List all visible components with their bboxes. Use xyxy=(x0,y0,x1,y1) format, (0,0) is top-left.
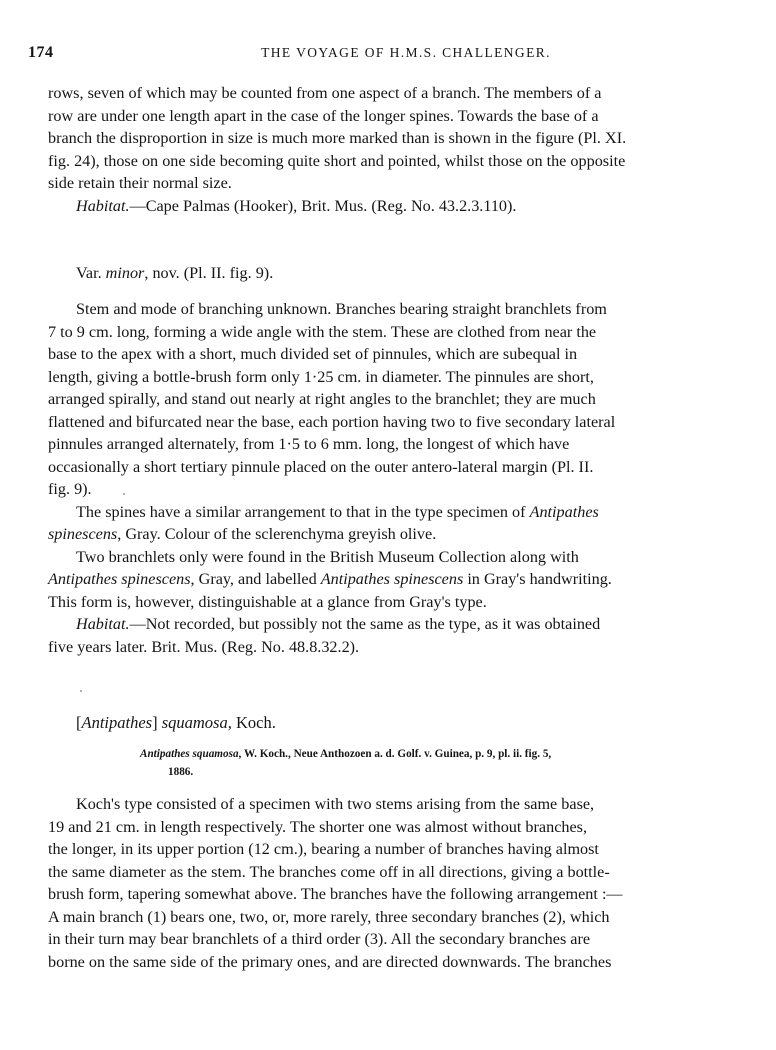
print-speck xyxy=(123,493,125,495)
text-line: The spines have a similar arrangement to that in the type specimen of Antipathes xyxy=(76,502,599,521)
text-line: side retain their normal size. xyxy=(48,174,232,192)
text-line: A main branch (1) bears one, two, or, more rarely, three secondary branches (2), which xyxy=(48,907,610,926)
text-line: spinescens, Gray. Colour of the sclerenchyma greyish olive. xyxy=(48,525,437,543)
text-line: fig. 9). xyxy=(48,480,92,498)
text-line: pinnules arranged alternately, from 1·5 to 6 mm. long, the longest of which have xyxy=(48,435,570,453)
habitat-label: Habitat. xyxy=(76,196,130,215)
text-line: in their turn may bear branchlets of a third order (3). All the secondary branches are xyxy=(48,930,591,948)
paragraph-koch-type xyxy=(48,793,723,973)
epithet-italic: squamosa xyxy=(161,713,228,732)
text-line: borne on the same side of the primary ones, and are directed downwards. The branches xyxy=(48,952,612,971)
text-line: base to the apex with a short, much divided set of pinnules, which are subequal in xyxy=(48,345,578,363)
species-heading: [Antipathes] squamosa, Koch. xyxy=(76,713,276,732)
text-line: the same diameter as the stem. The branches come off in all directions, giving a bottle- xyxy=(48,862,610,881)
text-line: Koch's type consisted of a specimen with two stems arising from the same base, xyxy=(76,795,595,813)
habitat-text: —Cape Palmas (Hooker), Brit. Mus. (Reg. No. 43.2.3.110). xyxy=(129,196,517,215)
habitat-line: Habitat.—Not recorded, but possibly not the same as the type, as it was obtained xyxy=(76,615,601,633)
text-line: row are under one length apart in the case of the longer spines. Towards the base of a xyxy=(48,106,599,125)
page-header xyxy=(28,44,744,68)
text-line: the longer, in its upper portion (12 cm.), bearing a number of branches having almost xyxy=(48,840,599,858)
variety-heading xyxy=(48,262,723,285)
print-speck xyxy=(80,690,82,692)
variety-name: minor xyxy=(105,264,145,282)
paragraph-spines-continued xyxy=(48,82,723,217)
text-line: fig. 24), those on one side becoming quite short and pointed, whilst those on the opposite xyxy=(48,151,626,170)
species-italic: spinescens xyxy=(48,525,118,543)
text-line: arranged spirally, and stand out nearly at right angles to the branchlet; they are much xyxy=(48,390,596,408)
variety-suffix: , nov. (Pl. II. fig. 9). xyxy=(144,264,274,282)
reference-year: 1886. xyxy=(168,766,194,778)
text-line: flattened and bifurcated near the base, each portion having two to five secondary lateral xyxy=(48,412,616,431)
text-line: 7 to 9 cm. long, forming a wide angle with the stem. These are clothed from near the xyxy=(48,322,597,341)
text-line: rows, seven of which may be counted from one aspect of a branch. The members of a xyxy=(48,84,602,102)
bibliographic-reference: Antipathes squamosa, W. Koch., Neue Anthozoen a. d. Golf. v. Guinea, p. 9, pl. ii. fig. 5, 1886. xyxy=(140,745,723,781)
text-line: Antipathes spinescens, Gray, and labelled Antipathes spinescens in Gray's handwriting. xyxy=(48,570,612,588)
paragraph-description xyxy=(48,298,723,658)
genus-italic: Antipathes xyxy=(81,713,153,732)
text-line: branch the disproportion in size is much more marked than is shown in the figure (Pl. XI. xyxy=(48,129,627,147)
text-line: This form is, however, distinguishable at a glance from Gray's type. xyxy=(48,592,487,611)
running-title: THE VOYAGE OF H.M.S. CHALLENGER. xyxy=(261,45,551,60)
text-line: brush form, tapering somewhat above. The branches have the following arrangement :— xyxy=(48,885,623,903)
species-italic: Antipathes spinescens xyxy=(48,570,191,588)
text-line: five years later. Brit. Mus. (Reg. No. 48.8.32.2). xyxy=(48,637,360,656)
habitat-line xyxy=(48,195,723,218)
text-line: Two branchlets only were found in the British Museum Collection along with xyxy=(76,547,579,566)
variety-prefix: Var. xyxy=(76,264,106,282)
text-line: occasionally a short tertiary pinnule placed on the outer antero-lateral margin (Pl. II. xyxy=(48,457,594,476)
species-italic: Antipathes spinescens xyxy=(320,570,464,588)
genus-italic: Antipathes xyxy=(529,502,599,521)
text-line: 19 and 21 cm. in length respectively. The shorter one was almost without branches, xyxy=(48,817,587,836)
habitat-label: Habitat. xyxy=(76,615,130,633)
page-number: 174 xyxy=(28,44,54,61)
text-line: Stem and mode of branching unknown. Branches bearing straight branchlets from xyxy=(76,300,607,318)
text-line: length, giving a bottle-brush form only 1·25 cm. in diameter. The pinnules are short, xyxy=(48,367,594,386)
reference-name: Antipathes squamosa xyxy=(140,748,239,760)
